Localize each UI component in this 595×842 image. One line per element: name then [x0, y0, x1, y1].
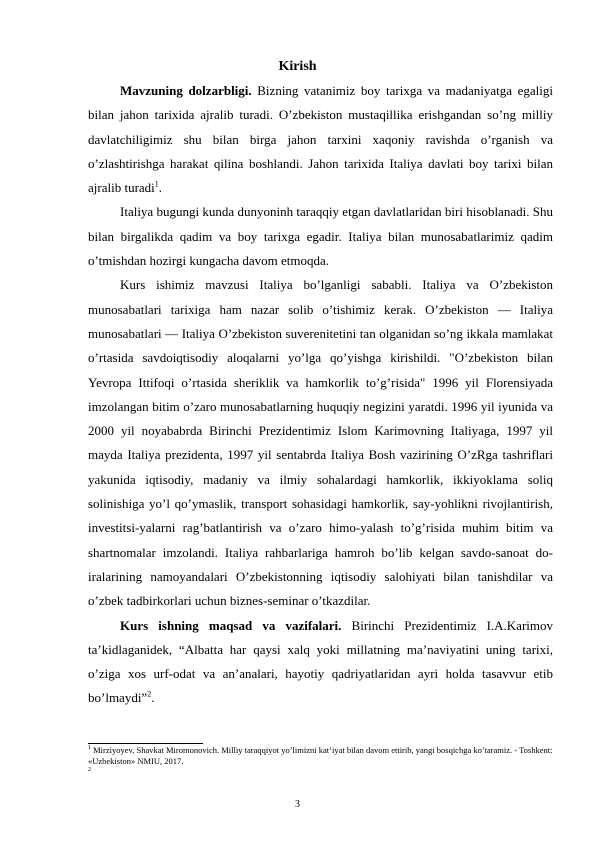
paragraph-relations	[88, 273, 553, 613]
footnote-text: Mirziyoyev, Shavkat Miromonovich. Milliy taraqqiyot yo’limizni kat’iyat bilan davom ettirib, yangi bosqichga ko’taramiz. - Toshkent: «Uzbekiston» NMIU, 2017.	[88, 745, 553, 766]
footnote-mark: 1	[88, 745, 91, 752]
paragraph-relevance	[88, 79, 553, 200]
paragraph-lead: Mavzuning dolzarbligi.	[120, 83, 252, 98]
page-title: Kirish	[278, 59, 317, 74]
body-text	[88, 79, 553, 711]
paragraph-lead: Kurs ishning maqsad va vazifalari.	[120, 617, 342, 633]
paragraph-text: Italiya bugungi kunda dunyoninh taraqqiy etgan davlatlaridan biri hisoblanadi. Shu bilan birgalikda qadim va boy tarixga egadir. Italiya bilan munosabatlarimiz qadim o’tmishdan hozirgi kungacha davom etmoqda.	[88, 204, 553, 269]
paragraph-tail: .	[158, 180, 163, 196]
footnotes	[88, 745, 553, 778]
paragraph-text: Bizning vatanimiz boy tarixga va madaniyatga egaligi bilan jahon tarixida ajralib turadi. O’zbekiston mustaqillika erishgandan so’ng milliy davlatchiligimiz shu bilan birga jahon tarxini xaqoniy ravishda o’rganish va o’zlashtirishga harakat qilina boshlandi. Jahon tarixida Italiya davlati boy tarixi bilan ajralib turadi	[88, 83, 553, 196]
footnote-1	[88, 745, 553, 767]
footnote-ref: 1	[154, 179, 159, 189]
footnote-mark: 2	[88, 767, 91, 774]
page-number: 3	[295, 799, 300, 810]
paragraph-goals	[88, 614, 553, 711]
footnote-ref: 2	[147, 690, 152, 700]
paragraph-italy	[88, 200, 553, 273]
footnote-2	[88, 767, 553, 778]
paragraph-text: Kurs ishimiz mavzusi Italiya bo’lganligi sababli. Italiya va O’zbekiston munosabatlari tarixiga ham nazar solib o’tishimiz kerak. O’zbekiston — Italiya munosabatlari — Italiya O’zbekiston suverenitetini tan olganidan so’ng ikkala mamlakat o’rtasida savdoiqtisodiy aloqalarni yo’lga qo’yishga kirishildi. "O’zbekiston bilan Yevropa Ittifoqi o’rtasida sheriklik va hamkorlik to’g’risida" 1996 yil Florensiyada imzolangan bitim o’zaro munosabatlarning huquqiy negizini yaratdi. 1996 yil iyunida va 2000 yil noyababrda Birinchi Prezidentimiz Islom Karimovning Italiyaga, 1997 yil mayda Italiya prezidenta, 1997 yil sentabrda Italiya Bosh vazirining O’zRga tashriflari yakunida iqtisodiy, madaniy va ilmiy sohalardagi hamkorlik, ikkiyoklama soliq solinishiga yo’l qo’ymaslik, transport sohasidagi hamkorlik, say-yohlikni rivojlantirish, investitsi-yalarni rag’batlantirish va o’zaro himo-yalash to’g’risida muhim bitim va shartnomalar imzolandi. Italiya rahbarlariga hamroh bo’lib kelgan savdo-sanoat do-iralarining namoyandalari O’zbekistonning iqtisodiy salohiyati bilan tanishdilar va o’zbek tadbirkorlari uchun biznes-seminar o’tkazdilar.	[88, 277, 553, 609]
paragraph-text: Birinchi Prezidentimiz I.A.Karimov ta’kidlaganidek, “Albatta har qaysi xalq yoki millatning ma’naviyatini uning tarixi, o’ziga xos urf-odat va an’analari, hayotiy qadriyatlaridan ayri holda tasavvur etib bo’lmaydi”	[88, 617, 554, 706]
paragraph-tail: .	[151, 690, 155, 706]
footnote-divider	[88, 743, 203, 744]
